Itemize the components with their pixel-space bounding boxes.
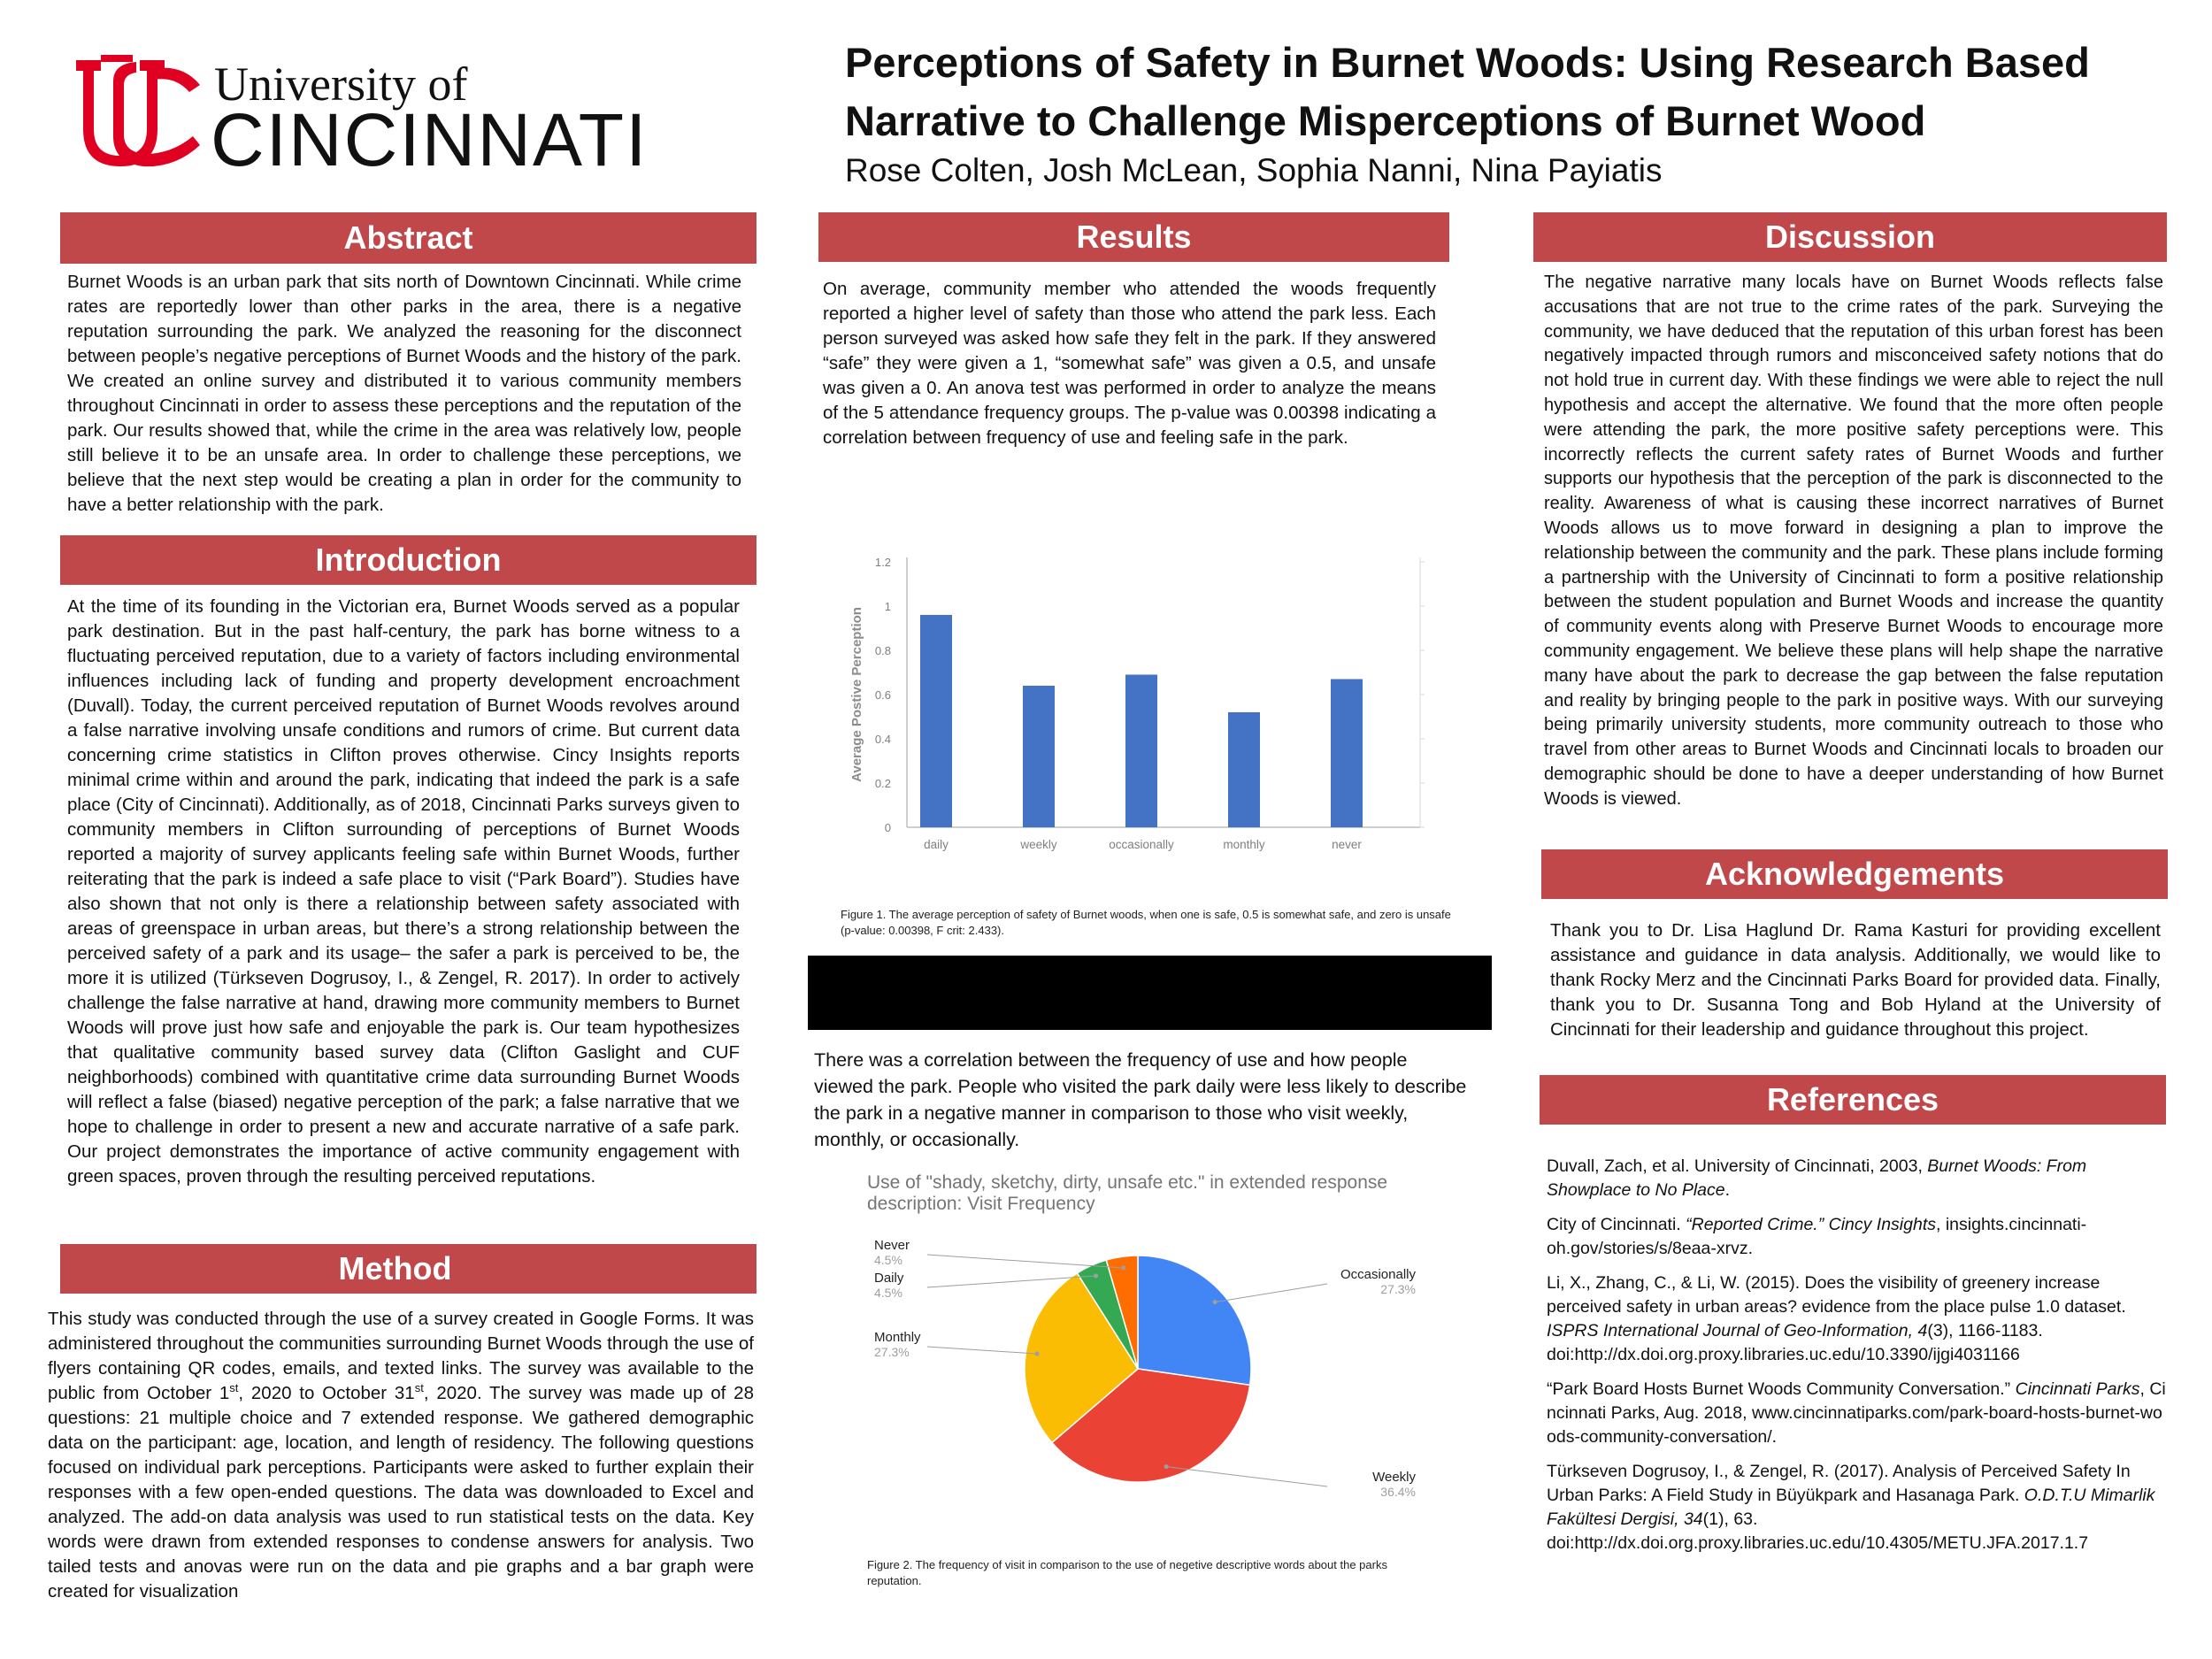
reference-item: Li, X., Zhang, C., & Li, W. (2015). Does the visibility of greenery increase perceived safety in urban areas? evidence from the place pulse 1.0 dataset. ISPRS International Journal of Geo-Information, 4(3), 1166-1183. doi:http://dx.doi.org.proxy.libraries.uc.edu/10.3390/ijgi4031166 [1547, 1273, 2126, 1364]
bar-weekly [1023, 686, 1055, 827]
results-heading: Results [818, 212, 1449, 262]
x-tick-label: weekly [1020, 838, 1057, 851]
bar-chart-bars [920, 615, 1363, 827]
reference-item: “Park Board Hosts Burnet Woods Community Conversation.” Cincinnati Parks, Cincinnati Parks, Aug. 2018, www.cincinnatiparks.com/park-board-hosts-burnet-woods-community-conversation/. [1547, 1379, 2166, 1447]
poster-authors: Rose Colten, Josh McLean, Sophia Nanni, Nina Payiatis [845, 152, 1663, 188]
discussion-heading: Discussion [1533, 212, 2167, 262]
pie-leader-dot [1164, 1464, 1169, 1469]
redacted-block [808, 956, 1492, 1030]
uc-monogram-icon [58, 55, 209, 179]
y-tick-label: 0.4 [874, 733, 891, 746]
pie-pct-label: 27.3% [874, 1345, 910, 1359]
pie-chart-graphic [867, 1172, 1433, 1526]
pie-pct-label: 36.4% [1380, 1485, 1416, 1499]
reference-item: Türkseven Dogrusoy, I., & Zengel, R. (2017). Analysis of Perceived Safety In Urban Parks: A Field Study in Büyükpark and Hasanaga Park. O.D.T.U Mimarlik Fakültesi Dergisi, 34(1), 63. doi:http://dx.doi.org.proxy.libraries.uc.edu/10.4305/METU.JFA.2017.1.7 [1547, 1462, 2155, 1553]
pie-label: Daily [874, 1271, 904, 1286]
x-tick-label: never [1332, 838, 1362, 851]
references-heading: References [1540, 1075, 2166, 1125]
bar-daily [920, 615, 952, 827]
pie-leader-line [927, 1347, 1037, 1354]
pie-leader-line [1215, 1284, 1327, 1302]
method-text: This study was conducted through the use of a survey created in Google Forms. It was administered throughout the communities surrounding Burnet Woods through the use of flyers containing QR codes, emails, and texted links. The survey was available to the public from October 1st, 2020 to October 31st, 2020. The survey was made up of 28 questions: 21 multiple choice and 7 extended response. We gathered demographic data on the participant: age, location, and length of residency. The following questions focused on individual park perceptions. Participants were asked to further explain their responses with a few open-ended questions. The data was downloaded to Excel and analyzed. The add-on data analysis was used to run statistical tests on the data. Key words were drawn from extended responses to condense answers for analysis. Two tailed tests and anovas were run on the data and pie graphs and a bar graph were created for visualization [48, 1309, 754, 1601]
pie-label: Weekly [1372, 1470, 1416, 1485]
reference-item: Duvall, Zach, et al. University of Cincinnati, 2003, Burnet Woods: From Showplace to No Place. [1547, 1156, 2087, 1200]
y-tick-label: 0.2 [874, 777, 891, 790]
pie-label: Never [874, 1238, 910, 1253]
pie-pct-label: 27.3% [1380, 1282, 1416, 1296]
pie-pct-label: 4.5% [874, 1286, 902, 1300]
figure2-caption: Figure 2. The frequency of visit in comparison to the use of negetive descriptive words about the parks reputation. [867, 1558, 1387, 1587]
pie-leader-line [927, 1255, 1124, 1268]
acknowledgements-text: Thank you to Dr. Lisa Haglund Dr. Rama Kasturi for providing excellent assistance and guidance in data analysis. Additionally, we would like to thank Rocky Merz and the Cincinnati Parks Board for provided data. Finally, thank you to Dr. Susanna Tong and Bob Hyland at the University of Cincinnati for their leadership and guidance throughout this project. [1550, 920, 2161, 1040]
method-heading: Method [60, 1244, 757, 1294]
acknowledgements-heading: Acknowledgements [1541, 849, 2168, 899]
bar-monthly [1228, 712, 1260, 827]
bar-chart [845, 544, 1429, 863]
y-tick-label: 0.8 [874, 644, 891, 657]
logo-cincinnati: CINCINNATI [211, 98, 649, 181]
pie-leader-dot [1035, 1352, 1040, 1356]
pie-leader-dot [1121, 1265, 1125, 1270]
pie-label: Monthly [874, 1330, 921, 1345]
abstract-text: Burnet Woods is an urban park that sits north of Downtown Cincinnati. While crime rates are reportedly lower than other parks in the area, there is a negative reputation surrounding the park. We analyzed the reasoning for the disconnect between people’s negative perceptions of Burnet Woods and the history of the park. We created an online survey and distributed it to various community members throughout Cincinnati in order to assess these perceptions and the reputation of the park. Our results showed that, while the crime in the area was relatively low, people still believe it to be an unsafe area. In order to challenge these perceptions, we believe that the next step would be creating a plan in order for the community to have a better relationship with the park. [67, 272, 741, 515]
pie-label: Occasionally [1340, 1267, 1416, 1282]
y-tick-label: 1.2 [874, 556, 891, 569]
poster-title: Perceptions of Safety in Burnet Woods: Using Research Based Narrative to Challenge Misperceptions of Burnet Wood [845, 39, 2090, 144]
logo-university-of: University of [214, 58, 468, 111]
y-axis-label: Average Postive Perception [849, 607, 864, 782]
references-list [1547, 1155, 2166, 1566]
pie-leader-dot [1213, 1300, 1217, 1304]
pie-slice-occasionally [1138, 1256, 1251, 1385]
bar-occasionally [1125, 675, 1157, 828]
pie-chart-title: Use of "shady, sketchy, dirty, unsafe etc." in extended response description: Visit Frequency [867, 1172, 1388, 1214]
figure1-caption: Figure 1. The average perception of safety of Burnet woods, when one is safe, 0.5 is somewhat safe, and zero is unsafe (p-value: 0.00398, F crit: 2.433). [841, 908, 1451, 937]
x-tick-label: monthly [1223, 838, 1265, 851]
x-tick-label: daily [924, 838, 949, 851]
introduction-heading: Introduction [60, 535, 757, 585]
results-text: On average, community member who attended the woods frequently reported a higher level of safety than those who attend the park less. Each person surveyed was asked how safe they felt in the park. If they answered “safe” they were given a 1, “somewhat safe” was given a 0.5, and unsafe was given a 0. An anova test was performed in order to analyze the means of the 5 attendance frequency groups. The p-value was 0.00398 indicating a correlation between frequency of use and feeling safe in the park. [823, 279, 1436, 448]
results-text-2: There was a correlation between the frequency of use and how people viewed the park. People who visited the park daily were less likely to describe the park in a negative manner in comparison to those who visit weekly, monthly, or occasionally. [814, 1049, 1467, 1150]
abstract-heading: Abstract [60, 212, 757, 264]
discussion-text: The negative narrative many locals have on Burnet Woods reflects false accusations that are not true to the crime rates of the park. Surveying the community, we have deduced that the reputation of this urban forest has been negatively impacted through rumors and misconceived safety notions that do not hold true in current day. With these findings we were able to reject the null hypothesis and accept the alternative. We found that the more often people were attending the park, the more positive safety perceptions were. This incorrectly reflects the current safety rates of Burnet Woods and further supports our hypothesis that the perception of the park is disconnected to the reality. Awareness of what is causing these incorrect narratives of Burnet Woods allows us to move forward in designing a plan to improve the relationship between the community and the park. These plans include forming a partnership with the University of Cincinnati to form a positive relationship between the student population and Burnet Woods and increase the quantity of community events along with Preserve Burnet Woods to encourage more community engagement. We believe these plans will help shape the narrative many have about the park to decrease the gap between the false reputation and reality by bringing people to the park in positive ways. With our surveying being primarily university students, more community outreach to those who travel from other areas to Burnet Woods and Cincinnati locals to broaden our demographic should be done to have a deeper understanding of how Burnet Woods is viewed. [1544, 273, 2163, 809]
university-logo [58, 55, 649, 181]
reference-item: City of Cincinnati. “Reported Crime.” Cincy Insights, insights.cincinnati-oh.gov/stories/s/8eaa-xrvz. [1547, 1215, 2087, 1258]
pie-chart [867, 1172, 1433, 1526]
y-tick-label: 1 [884, 600, 891, 613]
y-tick-label: 0.6 [874, 688, 891, 702]
y-tick-label: 0 [884, 821, 891, 834]
x-tick-label: occasionally [1109, 838, 1174, 851]
pie-leader-line [1166, 1467, 1327, 1486]
bar-never [1331, 680, 1363, 828]
pie-pct-label: 4.5% [874, 1253, 902, 1267]
introduction-text: At the time of its founding in the Victorian era, Burnet Woods served as a popular park destination. But in the past half-century, the park has borne witness to a fluctuating perceived reputation, due to a variety of factors including environmental influences including lack of funding and property development encroachment (Duvall). Today, the current perceived reputation of Burnet Woods revolves around a false narrative involving unsafe conditions and rumors of crime. But current data concerning crime statistics in Clifton proves otherwise. Cincy Insights reports minimal crime within and around the park, indicating that indeed the park is a safe place (City of Cincinnati). Additionally, as of 2018, Cincinnati Parks surveys given to community members in Clifton surrounding of perceptions of Burnet Woods reported a majority of survey applicants feeling safe within Burnet Woods, further reiterating that the park is indeed a safe place to visit (“Park Board”). Studies have also shown that not only is there a relationship between safety associated with areas of greenspace in urban areas, but there’s a strong relationship between the perceived safety of a park and its usage– the safer a park is perceived to be, the more it is utilized (Türkseven Dogrusoy, I., & Zengel, R. 2017). In order to actively challenge the false narrative at hand, drawing more community members to Burnet Woods will prove just how safe and enjoyable the park is. Our team hypothesizes that qualitative community based survey data (Clifton Gaslight and CUF neighborhoods) combined with quantitative crime data surrounding Burnet Woods will reflect a false (biased) negative perception of the park; a false narrative that we hope to challenge in order to present a new and accurate narrative of a safe park. Our project demonstrates the importance of active community engagement with green spaces, proven through the resulting perceived reputations. [67, 596, 740, 1187]
pie-leader-dot [1094, 1274, 1098, 1279]
